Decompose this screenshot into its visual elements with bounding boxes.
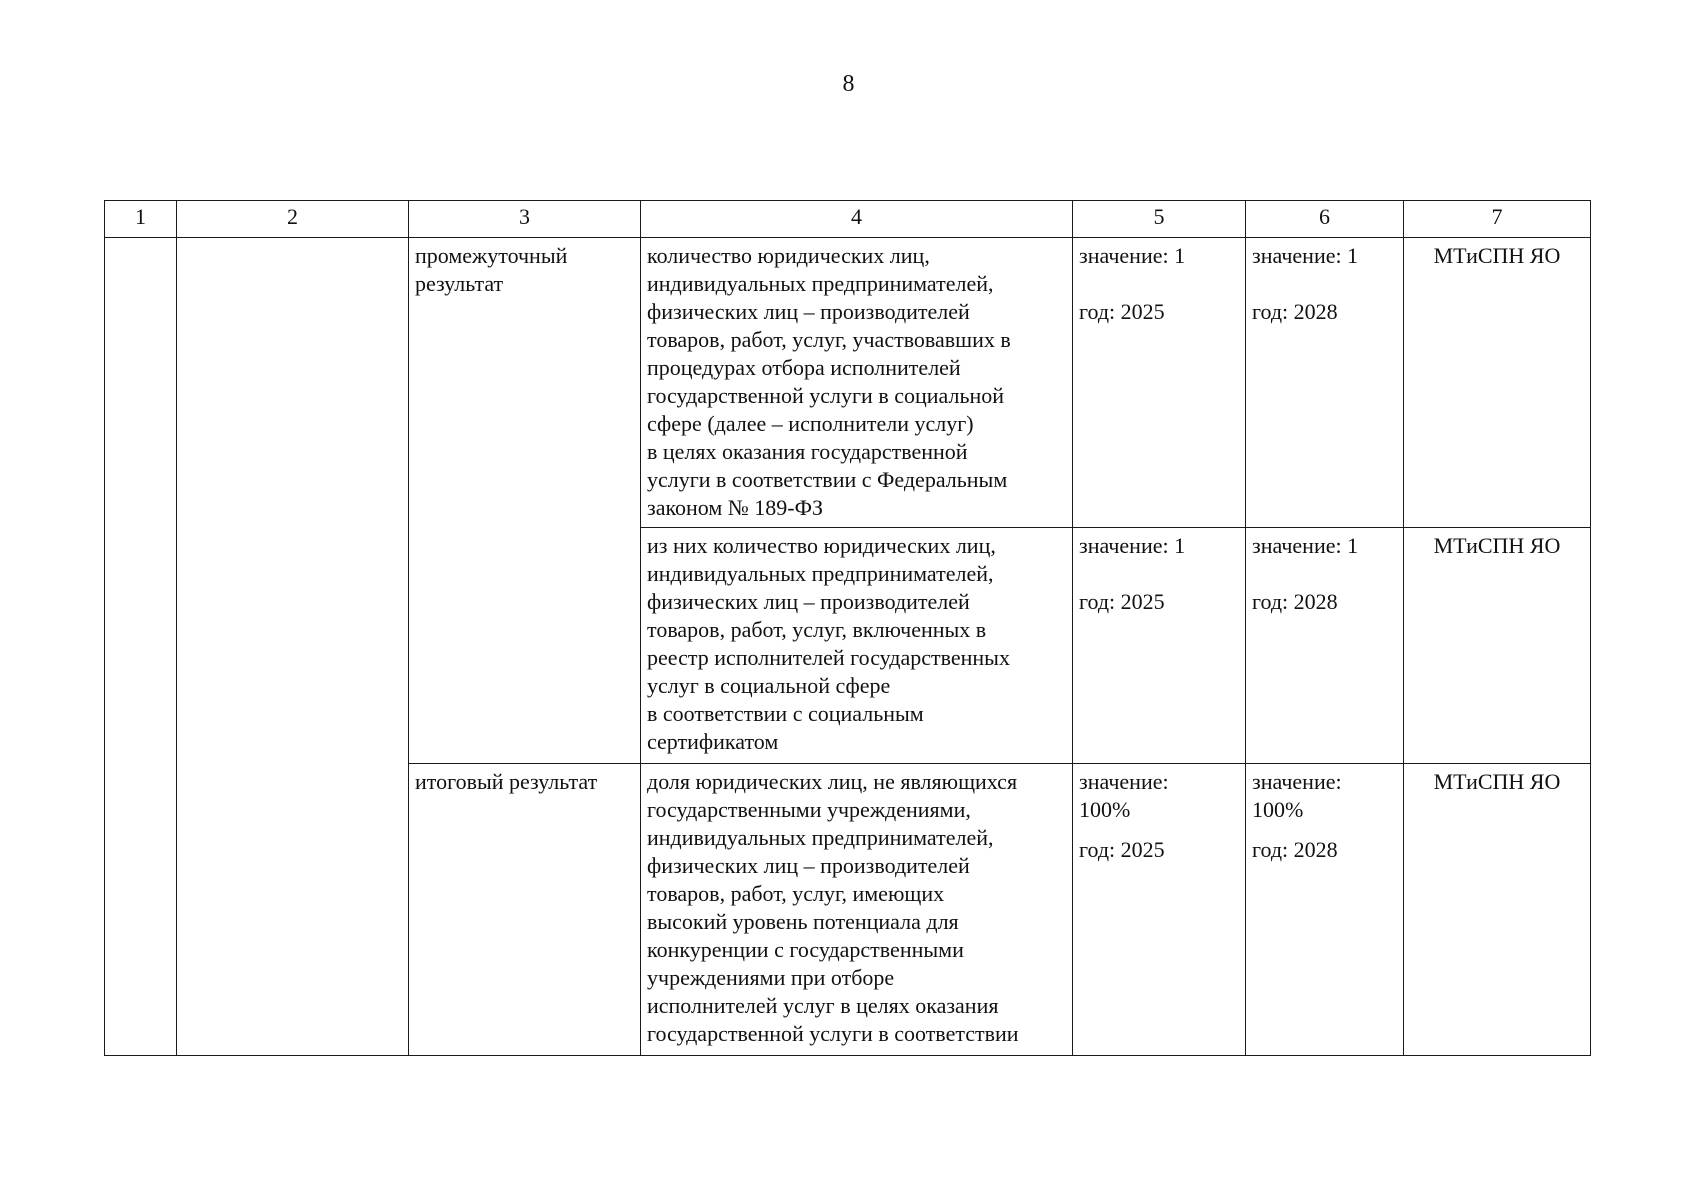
indicator-line: индивидуальных предпринимателей,	[647, 561, 994, 586]
target-value: значение: 1	[1252, 243, 1359, 268]
responsible-cell	[1404, 764, 1591, 1056]
indicator-line: из них количество юридических лиц,	[647, 533, 996, 558]
empty-cell-col1	[105, 238, 177, 1056]
indicators-table	[104, 200, 1591, 1056]
page-number: 8	[842, 71, 855, 97]
result-type-line: итоговый результат	[415, 769, 598, 794]
base-year: год: 2025	[1079, 837, 1165, 862]
responsible-org: МТиСПН ЯО	[1433, 533, 1561, 558]
indicator-line: услуги в соответствии с Федеральным	[647, 467, 1008, 492]
target-value-cell	[1246, 528, 1404, 764]
target-year: год: 2028	[1252, 589, 1338, 614]
column-header: 7	[1404, 201, 1591, 238]
column-header: 2	[177, 201, 409, 238]
result-type-line: результат	[415, 271, 504, 296]
spacer	[1079, 824, 1239, 836]
empty-cell-col2	[177, 238, 409, 1056]
base-value: значение: 1	[1079, 533, 1186, 558]
indicator-line: конкуренции с государственными	[647, 937, 964, 962]
indicator-line: процедурах отбора исполнителей	[647, 355, 961, 380]
base-value-cell	[1073, 764, 1246, 1056]
indicator-line: реестр исполнителей государственных	[647, 645, 1010, 670]
base-value-cell	[1073, 528, 1246, 764]
indicator-line: индивидуальных предпринимателей,	[647, 271, 994, 296]
column-header: 6	[1246, 201, 1404, 238]
base-value: 100%	[1079, 797, 1131, 822]
indicator-line: индивидуальных предпринимателей,	[647, 825, 994, 850]
indicator-line: товаров, работ, услуг, имеющих	[647, 881, 945, 906]
base-value-label: значение:	[1079, 769, 1169, 794]
indicator-line: физических лиц – производителей	[647, 589, 970, 614]
target-year: год: 2028	[1252, 299, 1338, 324]
responsible-cell	[1404, 238, 1591, 528]
spacer	[1252, 824, 1397, 836]
target-value-cell	[1246, 764, 1404, 1056]
indicator-line: в целях оказания государственной	[647, 439, 968, 464]
column-header: 4	[641, 201, 1073, 238]
indicator-line: сфере (далее – исполнители услуг)	[647, 411, 974, 436]
spacer	[1079, 560, 1239, 588]
indicator-cell	[641, 238, 1073, 528]
spacer	[1252, 270, 1397, 298]
spacer	[1252, 560, 1397, 588]
indicator-line: высокий уровень потенциала для	[647, 909, 959, 934]
column-header: 3	[409, 201, 641, 238]
target-value-label: значение:	[1252, 769, 1342, 794]
indicator-line: законом № 189-ФЗ	[647, 495, 824, 520]
table-row	[105, 238, 1591, 528]
indicator-line: физических лиц – производителей	[647, 853, 970, 878]
table-header-row	[105, 201, 1591, 238]
indicator-line: услуг в социальной сфере	[647, 673, 891, 698]
column-header: 1	[105, 201, 177, 238]
indicator-line: в соответствии с социальным	[647, 701, 924, 726]
base-value: значение: 1	[1079, 243, 1186, 268]
indicator-line: товаров, работ, услуг, включенных в	[647, 617, 987, 642]
responsible-cell	[1404, 528, 1591, 764]
base-value-cell	[1073, 238, 1246, 528]
result-type-cell	[409, 238, 641, 764]
base-year: год: 2025	[1079, 589, 1165, 614]
indicator-line: сертификатом	[647, 729, 779, 754]
indicator-line: доля юридических лиц, не являющихся	[647, 769, 1018, 794]
indicator-line: государственной услуги в социальной	[647, 383, 1005, 408]
target-value-cell	[1246, 238, 1404, 528]
indicator-line: товаров, работ, услуг, участвовавших в	[647, 327, 1011, 352]
indicator-line: количество юридических лиц,	[647, 243, 930, 268]
indicator-cell	[641, 528, 1073, 764]
result-type-line: промежуточный	[415, 243, 568, 268]
responsible-org: МТиСПН ЯО	[1433, 243, 1561, 268]
target-value: 100%	[1252, 797, 1304, 822]
target-value: значение: 1	[1252, 533, 1359, 558]
indicator-line: исполнителей услуг в целях оказания	[647, 993, 999, 1018]
indicator-cell	[641, 764, 1073, 1056]
result-type-cell	[409, 764, 641, 1056]
spacer	[1079, 270, 1239, 298]
target-year: год: 2028	[1252, 837, 1338, 862]
indicator-line: физических лиц – производителей	[647, 299, 970, 324]
base-year: год: 2025	[1079, 299, 1165, 324]
indicator-line: государственными учреждениями,	[647, 797, 971, 822]
responsible-org: МТиСПН ЯО	[1433, 769, 1561, 794]
indicator-line: государственной услуги в соответствии	[647, 1021, 1019, 1046]
column-header: 5	[1073, 201, 1246, 238]
indicator-line: учреждениями при отборе	[647, 965, 895, 990]
